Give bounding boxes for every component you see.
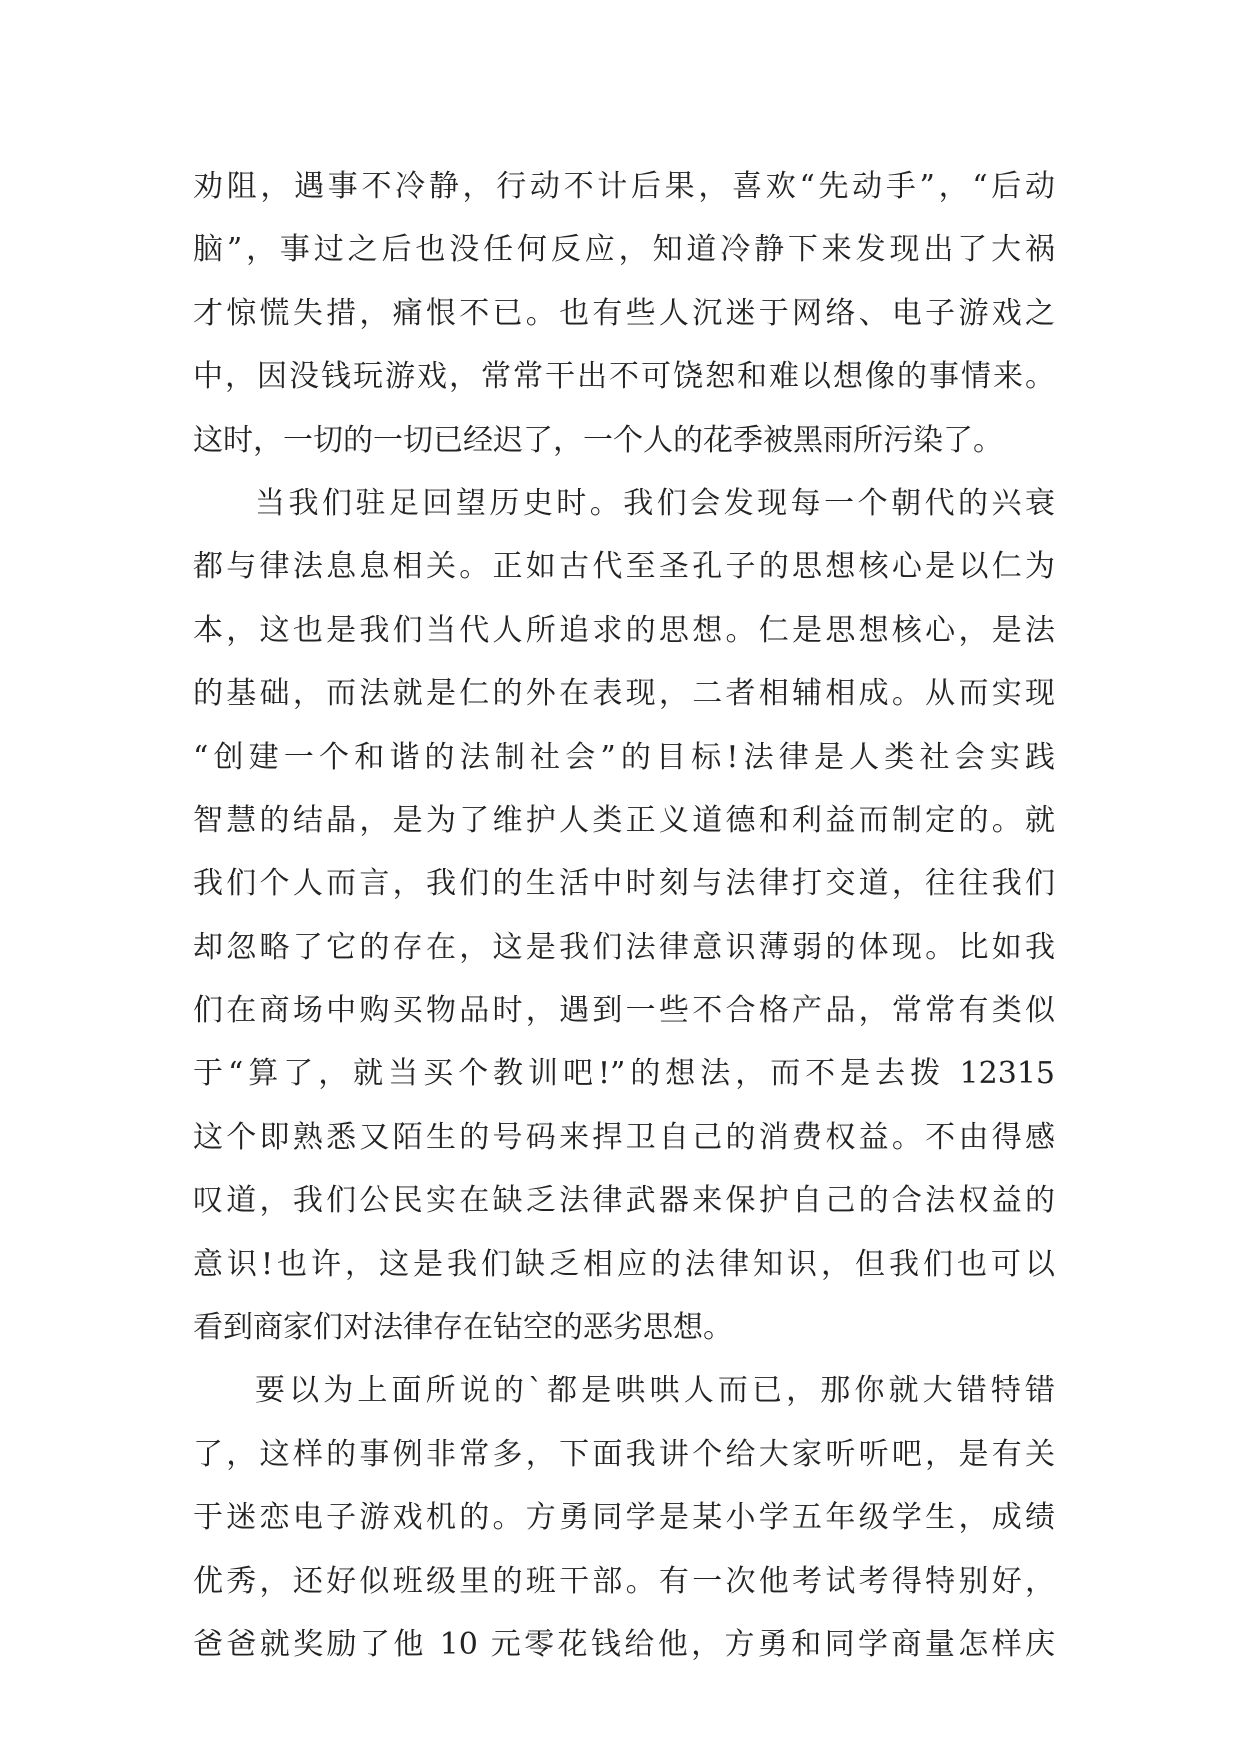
text-line: 爸爸就奖励了他 10 元零花钱给他，方勇和同学商量怎样庆 (193, 1626, 1055, 1662)
text-line: 叹道，我们公民实在缺乏法律武器来保护自己的合法权益的 (193, 1183, 1055, 1219)
text-line: 这时，一切的一切已经迟了，一个人的花季被黑雨所污染了。 (193, 422, 1003, 458)
text-line: “创建一个和谐的法制社会”的目标!法律是人类社会实践 (193, 739, 1055, 775)
paragraph-1 (193, 155, 1055, 472)
body-text (193, 155, 1055, 1676)
text-line: 却忽略了它的存在，这是我们法律意识薄弱的体现。比如我 (193, 929, 1055, 965)
text-line: 我们个人而言，我们的生活中时刻与法律打交道，往往我们 (193, 866, 1055, 902)
text-line: 于“算了，就当买个教训吧!”的想法，而不是去拨 12315 (193, 1056, 1055, 1092)
text-line: 于迷恋电子游戏机的。方勇同学是某小学五年级学生，成绩 (193, 1500, 1055, 1536)
paragraph-3 (193, 1359, 1055, 1676)
text-line: 劝阻，遇事不冷静，行动不计后果，喜欢“先动手”，“后动 (193, 169, 1055, 204)
text-line: 意识!也许，这是我们缺乏相应的法律知识，但我们也可以 (193, 1246, 1055, 1282)
text-line: 中，因没钱玩游戏，常常干出不可饶恕和难以想像的事情来。 (193, 359, 1055, 395)
text-line: 看到商家们对法律存在钻空的恶劣思想。 (193, 1310, 733, 1346)
text-line: 本，这也是我们当代人所追求的思想。仁是思想核心，是法 (193, 612, 1055, 648)
text-line: 们在商场中购买物品时，遇到一些不合格产品，常常有类似 (193, 993, 1055, 1029)
text-line: 了，这样的事例非常多，下面我讲个给大家听听吧，是有关 (193, 1436, 1055, 1472)
paragraph-2 (193, 472, 1055, 1359)
text-line: 优秀，还好似班级里的班干部。有一次他考试考得特别好， (193, 1563, 1055, 1599)
text-line: 的基础，而法就是仁的外在表现，二者相辅相成。从而实现 (193, 676, 1055, 712)
text-line: 这个即熟悉又陌生的号码来捍卫自己的消费权益。不由得感 (193, 1119, 1055, 1155)
text-line: 当我们驻足回望历史时。我们会发现每一个朝代的兴衰 (255, 485, 1055, 521)
text-line: 脑”，事过之后也没任何反应，知道冷静下来发现出了大祸 (193, 232, 1055, 268)
text-line: 要以为上面所说的`都是哄哄人而已，那你就大错特错 (255, 1373, 1055, 1409)
text-line: 智慧的结晶，是为了维护人类正义道德和利益而制定的。就 (193, 802, 1055, 838)
text-line: 才惊慌失措，痛恨不已。也有些人沉迷于网络、电子游戏之 (193, 295, 1055, 331)
text-line: 都与律法息息相关。正如古代至圣孔子的思想核心是以仁为 (193, 549, 1055, 585)
